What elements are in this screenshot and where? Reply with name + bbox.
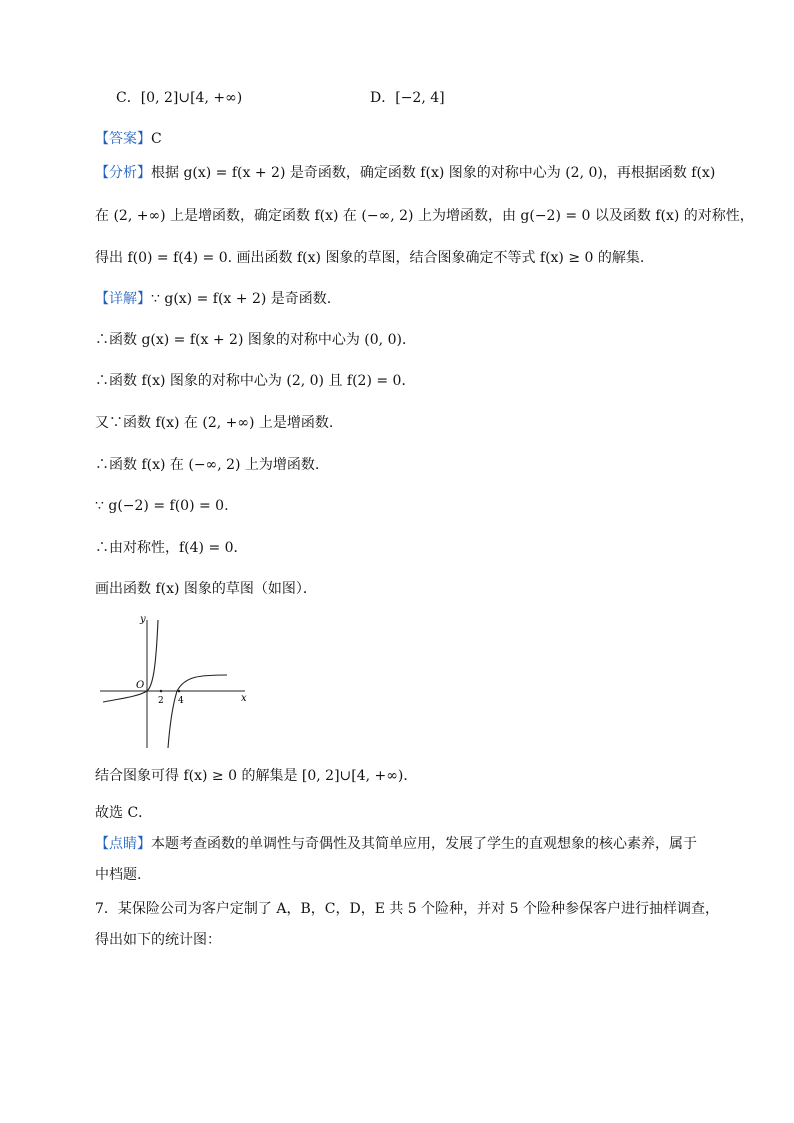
detail-tag: 【详解】 xyxy=(95,291,151,307)
option-c-value: [0, 2]∪[4, +∞) xyxy=(140,90,243,106)
right-branch xyxy=(168,675,227,748)
comment-line-2: 中档题. xyxy=(95,867,142,883)
analysis-line-3: 得出 f(0) = f(4) = 0. 画出函数 f(x) 图象的草图，结合图象确定不等式 f(x) ≥ 0 的解集. xyxy=(95,250,645,266)
comment-line-1 xyxy=(95,834,697,854)
function-sketch xyxy=(95,612,260,752)
analysis-line-1 xyxy=(95,163,715,183)
detail-text-1: ∵ g(x) = f(x + 2) 是奇函数. xyxy=(151,291,332,307)
detail-line-4: 又∵函数 f(x) 在 (2, +∞) 上是增函数. xyxy=(95,415,334,431)
y-label: y xyxy=(140,614,146,625)
analysis-tag: 【分析】 xyxy=(95,165,151,181)
answer-tag: 【答案】 xyxy=(95,131,151,147)
detail-line-1 xyxy=(95,289,331,309)
option-d xyxy=(370,88,445,108)
analysis-line-2: 在 (2, +∞) 上是增函数，确定函数 f(x) 在 (−∞, 2) 上为增函数，由 g(−2) = 0 以及函数 f(x) 的对称性， xyxy=(95,208,754,224)
tick-4-mark xyxy=(178,690,181,693)
answer-text: C xyxy=(151,131,162,147)
tick-2-label: 2 xyxy=(158,696,164,706)
left-branch xyxy=(103,620,158,702)
origin-label: O xyxy=(136,680,145,691)
detail-line-5: ∴函数 f(x) 在 (−∞, 2) 上为增函数. xyxy=(95,457,320,473)
option-c xyxy=(116,88,242,108)
question7-line-2: 得出如下的统计图： xyxy=(95,932,221,948)
conclusion-line-1: 结合图象可得 f(x) ≥ 0 的解集是 [0, 2]∪[4, +∞)． xyxy=(95,768,418,784)
x-label: x xyxy=(241,693,247,704)
detail-line-8: 画出函数 f(x) 图象的草图（如图）． xyxy=(95,581,317,597)
answer-line xyxy=(95,129,162,149)
detail-line-3: ∴函数 f(x) 图象的对称中心为 (2, 0) 且 f(2) = 0． xyxy=(95,373,416,389)
detail-line-7: ∴由对称性，f(4) = 0． xyxy=(95,540,248,556)
tick-2-mark xyxy=(160,690,163,693)
analysis-text-1: 根据 g(x) = f(x + 2) 是奇函数，确定函数 f(x) 图象的对称中心为 (2, 0)，再根据函数 f(x) xyxy=(151,165,716,181)
detail-line-6: ∵ g(−2) = f(0) = 0. xyxy=(95,498,229,514)
detail-line-2: ∴函数 g(x) = f(x + 2) 图象的对称中心为 (0, 0)． xyxy=(95,332,416,348)
comment-text-1: 本题考查函数的单调性与奇偶性及其简单应用，发展了学生的直观想象的核心素养，属于 xyxy=(151,836,697,852)
option-c-label: C． xyxy=(116,90,141,106)
option-d-value: [−2, 4] xyxy=(395,90,445,106)
comment-tag: 【点睛】 xyxy=(95,836,151,852)
tick-4-label: 4 xyxy=(178,696,184,706)
conclusion-line-2: 故选 C． xyxy=(95,805,153,821)
question7-line-1: 7．某保险公司为客户定制了 A，B，C，D，E 共 5 个险种，并对 5 个险种参保客户进行抽样调查， xyxy=(95,901,719,917)
option-d-label: D． xyxy=(370,90,396,106)
